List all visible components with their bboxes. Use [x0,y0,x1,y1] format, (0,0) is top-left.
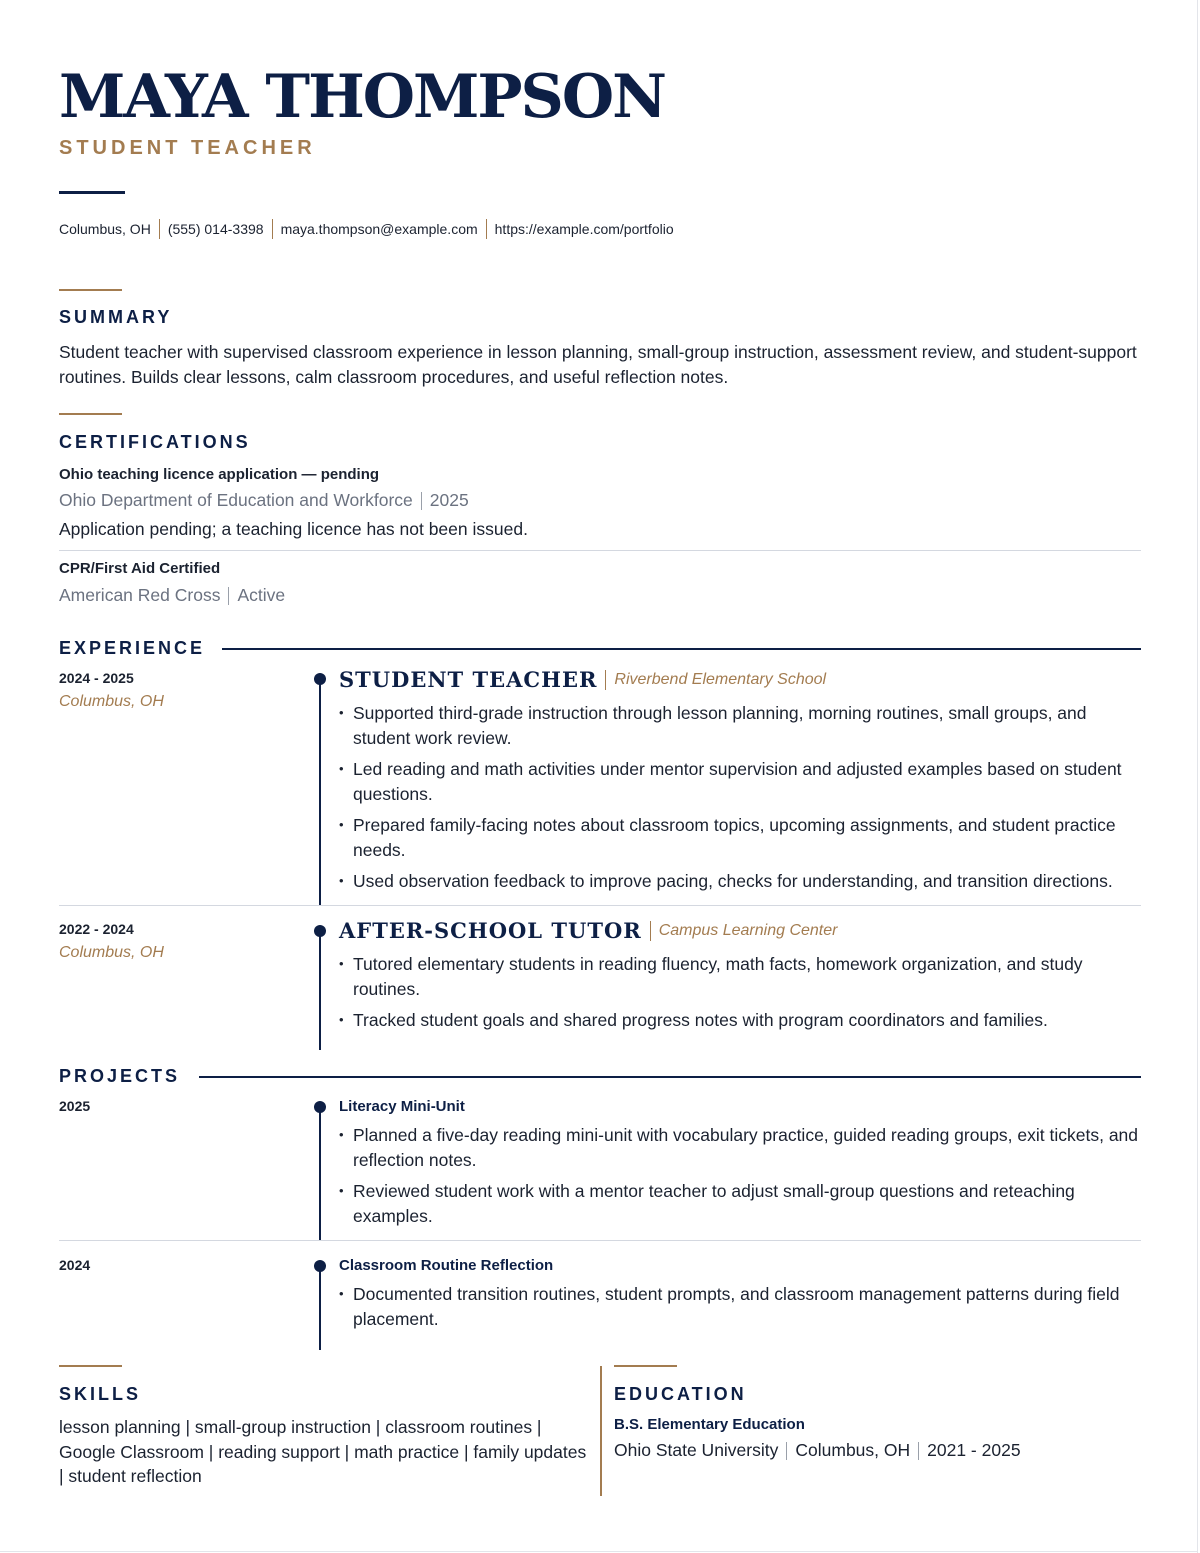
project-bullet: • Reviewed student work with a mentor teacher to adjust small-group questions and reteaching examples. [339,1179,1139,1229]
education-location: Columbus, OH [795,1440,911,1460]
contact-phone[interactable]: (555) 014-3398 [167,221,264,237]
timeline-line [319,1266,321,1350]
cert-separator [421,492,422,510]
job-bullet-list [339,952,1139,1039]
education-degree: B.S. Elementary Education [614,1416,805,1433]
job-bullet: • Prepared family-facing notes about classroom topics, upcoming assignments, and student practice needs. [339,813,1139,863]
education-heading: EDUCATION [614,1384,747,1404]
job-bullet: • Tracked student goals and shared progress notes with program coordinators and families. [339,1008,1139,1033]
timeline-line [319,1107,321,1240]
project-bullet: • Planned a five-day reading mini-unit with vocabulary practice, guided reading groups, exit tickets, and reflection notes. [339,1123,1139,1173]
job-bullet: • Supported third-grade instruction through lesson planning, morning routines, small groups, and student work review. [339,701,1139,751]
job-organization: Campus Learning Center [658,921,838,939]
project-bullet: • Documented transition routines, student prompts, and classroom management patterns during field placement. [339,1282,1139,1332]
contact-separator [272,219,273,239]
experience-location: Columbus, OH [59,693,164,710]
summary-heading: SUMMARY [59,307,173,327]
cert-date: Active [237,585,286,605]
project-bullet-list [339,1123,1139,1235]
certifications-accent-rule [59,413,122,415]
experience-dates: 2024 - 2025 [59,670,134,686]
job-bullet: • Used observation feedback to improve pacing, checks for understanding, and transition directions. [339,869,1139,894]
experience-location: Columbus, OH [59,944,164,961]
cert-name: CPR/First Aid Certified [59,560,221,577]
contact-separator [159,219,160,239]
page-edge-bottom [0,1551,1198,1552]
job-organization: Riverbend Elementary School [614,670,827,688]
timeline-dot [314,1101,326,1113]
experience-divider [59,905,1141,906]
experience-dates: 2022 - 2024 [59,921,134,937]
contact-location: Columbus, OH [59,221,151,237]
cert-meta [59,585,285,606]
project-date: 2024 [59,1257,91,1273]
cert-name: Ohio teaching licence application — pending [59,466,380,483]
education-accent-rule [614,1365,677,1367]
experience-heading: EXPERIENCE [59,638,206,658]
skills-list: lesson planning | small-group instruction | classroom routines | Google Classroom | reading support | math practice | family updates | student reflection [59,1417,587,1486]
education-school: Ohio State University [614,1440,779,1460]
education-meta [614,1440,1021,1461]
page-edge-right [1197,0,1198,1553]
skills-heading: SKILLS [59,1384,142,1404]
cert-issuer: American Red Cross [59,585,221,605]
project-title: Literacy Mini-Unit [339,1098,465,1115]
projects-heading-rule [199,1076,1141,1078]
contact-portfolio-link[interactable]: https://example.com/portfolio [494,221,674,237]
column-divider [600,1366,602,1496]
project-date: 2025 [59,1098,91,1114]
education-separator [918,1442,919,1460]
education-separator [786,1442,787,1460]
contact-separator [486,219,487,239]
job-title: AFTER-SCHOOL TUTOR [339,918,642,943]
project-title: Classroom Routine Reflection [339,1257,554,1274]
timeline-dot [314,673,326,685]
contact-bar [59,219,674,239]
job-header [339,667,826,692]
timeline-line [319,679,321,905]
cert-meta [59,490,469,511]
timeline-dot [314,925,326,937]
cert-separator [228,587,229,605]
job-bullet: • Led reading and math activities under mentor supervision and adjusted examples based on student questions. [339,757,1139,807]
certifications-heading: CERTIFICATIONS [59,432,251,452]
education-dates: 2021 - 2025 [927,1440,1021,1460]
job-separator [650,921,651,941]
project-bullet-list [339,1282,1139,1338]
candidate-role: STUDENT TEACHER [59,137,316,159]
summary-accent-rule [59,289,122,291]
skills-accent-rule [59,1365,122,1367]
cert-note: Application pending; a teaching licence has not been issued. [59,519,528,539]
header-divider [59,191,125,194]
job-bullet: • Tutored elementary students in reading fluency, math facts, homework organization, and study routines. [339,952,1139,1002]
job-title: STUDENT TEACHER [339,667,598,692]
cert-issuer: Ohio Department of Education and Workforce [59,490,413,510]
experience-heading-rule [222,648,1141,650]
project-divider [59,1240,1141,1241]
contact-email[interactable]: maya.thompson@example.com [280,221,478,237]
timeline-line [319,930,321,1050]
projects-heading: PROJECTS [59,1066,181,1086]
summary-text: Student teacher with supervised classroom experience in lesson planning, small-group instruction, assessment review, and student-support routines. Builds clear lessons, calm classroom procedures, and useful reflection notes. [59,342,1137,387]
cert-divider [59,550,1141,551]
job-separator [605,670,606,690]
cert-date: 2025 [429,490,469,510]
timeline-dot [314,1260,326,1272]
job-bullet-list [339,701,1139,900]
job-header [339,918,837,943]
candidate-name: MAYA THOMPSON [59,62,665,132]
